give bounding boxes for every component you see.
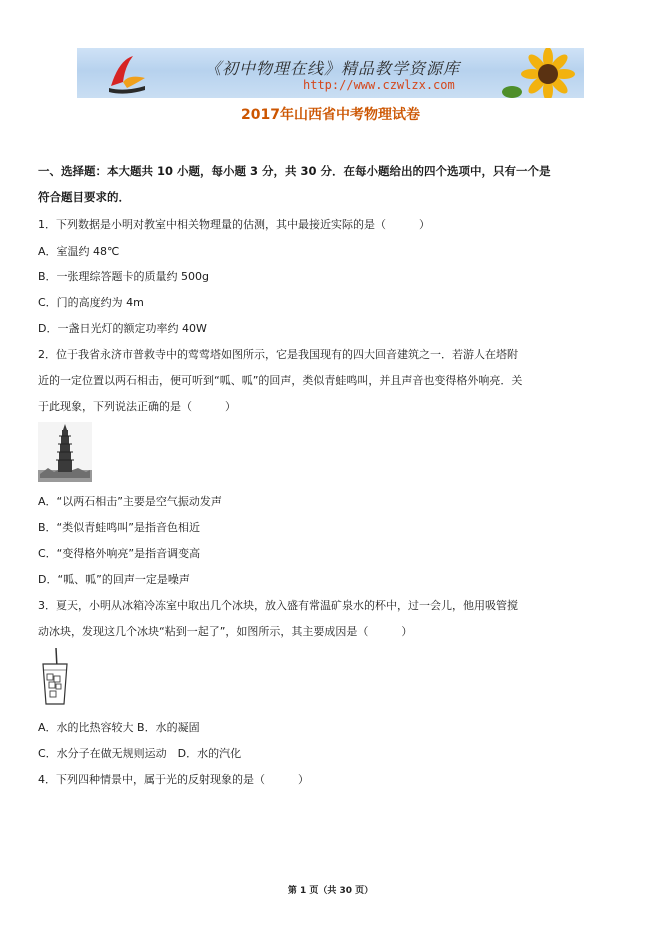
question-1-option-a: A．室温约 48℃ [38, 245, 120, 258]
logo-icon [105, 52, 149, 94]
section-heading-line2: 符合题目要求的． [38, 190, 130, 204]
question-2-option-c: C．“变得格外响亮”是指音调变高 [38, 547, 201, 560]
question-2-option-d: D．“呱、呱”的回声一定是噪声 [38, 573, 190, 586]
question-3-stem-line1: 3．夏天，小明从冰箱冷冻室中取出几个冰块，放入盛有常温矿泉水的杯中，过一会儿，他用吸管搅 [38, 599, 518, 612]
banner-url: http://www.czwlzx.com [303, 78, 455, 92]
pagoda-figure [38, 422, 92, 482]
question-3-stem-line2: 动冰块，发现这几个冰块“粘到一起了”，如图所示，其主要成因是（ ） [38, 625, 413, 638]
question-2-stem-line3: 于此现象，下列说法正确的是（ ） [38, 400, 236, 413]
question-4-stem: 4．下列四种情景中，属于光的反射现象的是（ ） [38, 773, 309, 786]
question-3-options-cd: C．水分子在做无规则运动 D．水的汽化 [38, 747, 242, 760]
question-3-options-ab: A．水的比热容较大 B．水的凝固 [38, 721, 200, 734]
question-2-option-a: A．“以两石相击”主要是空气振动发声 [38, 495, 222, 508]
banner-slogan: 《初中物理在线》精品教学资源库 [205, 59, 461, 78]
question-1-option-b: B．一张理综答题卡的质量约 500g [38, 270, 210, 283]
question-2-stem-line1: 2．位于我省永济市普救寺中的莺莺塔如图所示，它是我国现有的四大回音建筑之一．若游人在塔附 [38, 348, 518, 361]
page-title: 2017年山西省中考物理试卷 [241, 107, 420, 123]
section-heading-line1: 一、选择题：本大题共 10 小题，每小题 3 分，共 30 分．在每小题给出的四个选项中，只有一个是 [38, 164, 551, 178]
page-footer: 第 1 页（共 30 页） [287, 886, 374, 896]
sunflower-icon [502, 48, 584, 98]
header-banner [77, 48, 584, 98]
ice-cup-figure [38, 648, 72, 708]
question-1-stem: 1．下列数据是小明对教室中相关物理量的估测，其中最接近实际的是（ ） [38, 218, 430, 231]
question-1-option-d: D．一盏日光灯的额定功率约 40W [38, 322, 207, 335]
question-2-stem-line2: 近的一定位置以两石相击，便可听到“呱、呱”的回声，类似青蛙鸣叫，并且声音也变得格外响亮．关 [38, 374, 523, 387]
question-2-option-b: B．“类似青蛙鸣叫”是指音色相近 [38, 521, 200, 534]
question-1-option-c: C．门的高度约为 4m [38, 296, 144, 309]
